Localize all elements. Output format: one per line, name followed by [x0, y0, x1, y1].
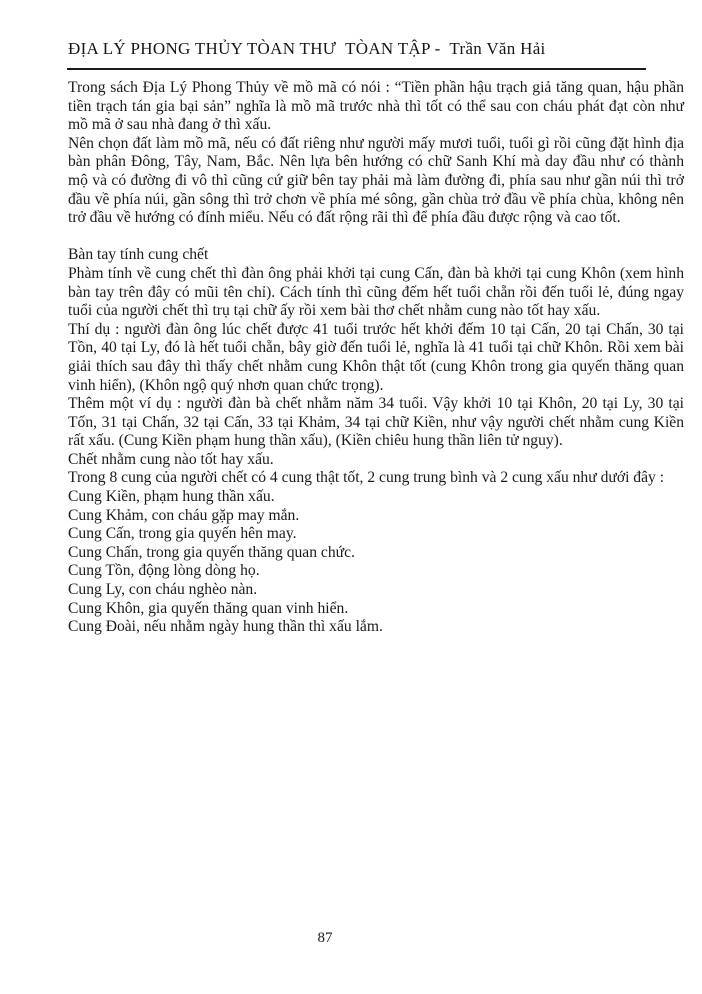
list-line-cung-kien: Cung Kiền, phạm hung thần xấu. — [68, 488, 275, 506]
paragraph-pham-tinh-cung-chet: Phàm tính về cung chết thì đàn ông phải khởi tại cung Cấn, đàn bà khởi tại cung Khôn (xem hình bàn tay trên đây có mũi tên chỉ). Cách tính thì cũng đếm hết tuổi chẵn rồi đến tuổi lẻ, đúng ngay tuổi của người chết thì trụ tại chữ ấy rồi xem bài thơ chết nhằm cung nào tốt hay xấu. — [68, 264, 684, 320]
list-line-cung-khon: Cung Khôn, gia quyến thăng quan vinh hiển. — [68, 599, 349, 617]
paragraph-vi-du-dan-ba: Thêm một ví dụ : người đàn bà chết nhằm năm 34 tuổi. Vậy khởi 10 tại Khôn, 20 tại Ly, 30 tại Tốn, 31 tại Chấn, 32 tại Cấn, 33 tại Khảm, 34 tại chữ Kiền, như vậy người chết nhằm cung Kiền rất xấu. (Cung Kiền phạm hung thần xấu), (Kiền chiêu hung thần liên tử nguy). — [68, 395, 684, 450]
list-line-cung-doai: Cung Đoài, nếu nhằm ngày hung thần thì xấu lắm. — [68, 618, 383, 636]
paragraph-mo-ma-intro: Trong sách Địa Lý Phong Thủy về mồ mã có nói : “Tiền phần hậu trạch giả tăng quan, hậu phần tiền trạch tán gia bại sản” nghĩa là mồ mã trước nhà thì tốt có thể sau con cháu phát đạt còn như mồ mã ở sau nhà đang ở thì xấu. — [68, 79, 684, 134]
paragraph-chon-dat-lam-mo: Nên chọn đất làm mồ mã, nếu có đất riêng như người mấy mươi tuổi, tuổi gì rồi cũng đặt hình địa bàn phân Đông, Tây, Nam, Bắc. Nên lựa bên hướng có chữ Sanh Khí mà day đầu như có thành mộ và có đường đi vô thì cũng cứ giữ bên tay phải mà làm đường đi, phía sau như gần núi thì trở đầu về phía núi, gần sông thì trở chơn về phía mé sông, gần chùa trở đầu về phía chùa, không nên trở đầu về hướng có đính miểu. Nếu có đất rộng rãi thì để phía đầu được rộng và cao tốt. — [68, 134, 684, 227]
line-trong-8-cung: Trong 8 cung của người chết có 4 cung thật tốt, 2 cung trung bình và 2 cung xấu như dưới đây : — [68, 469, 665, 487]
header-divider-rule — [67, 68, 646, 70]
list-line-cung-chan: Cung Chấn, trong gia quyến thăng quan chức. — [68, 543, 355, 561]
section-heading-ban-tay-tinh-cung-chet: Bàn tay tính cung chết — [68, 246, 209, 264]
document-body — [68, 79, 684, 637]
line-chet-nham-cung: Chết nhằm cung nào tốt hay xấu. — [68, 450, 274, 468]
list-line-cung-kham: Cung Khảm, con cháu gặp may mắn. — [68, 506, 300, 524]
list-line-cung-ly: Cung Ly, con cháu nghèo nàn. — [68, 581, 258, 599]
list-line-cung-ton: Cung Tồn, động lòng dòng họ. — [68, 562, 260, 580]
document-title: ĐỊA LÝ PHONG THỦY TÒAN THƯ TÒAN TẬP - Trần Văn Hải — [68, 39, 546, 58]
paragraph-thi-du-dan-ong: Thí dụ : người đàn ông lúc chết được 41 tuổi trước hết khởi đếm 10 tại Cấn, 20 tại Chấn, 30 tại Tồn, 40 tại Ly, đó là hết tuổi chẵn, bây giờ đến tuổi lẻ, nghĩa là 41 tuổi tại chữ Khôn. Rồi xem bài giải thích sau đây thì thấy chết nhằm cung Khôn thật tốt (cung Khôn trong gia quyến thăng quan vinh hiển), (Khôn ngộ quý nhơn quan chức trọng). — [68, 320, 684, 394]
page-number: 87 — [317, 930, 333, 946]
list-line-cung-can: Cung Cấn, trong gia quyến hên may. — [68, 525, 297, 543]
